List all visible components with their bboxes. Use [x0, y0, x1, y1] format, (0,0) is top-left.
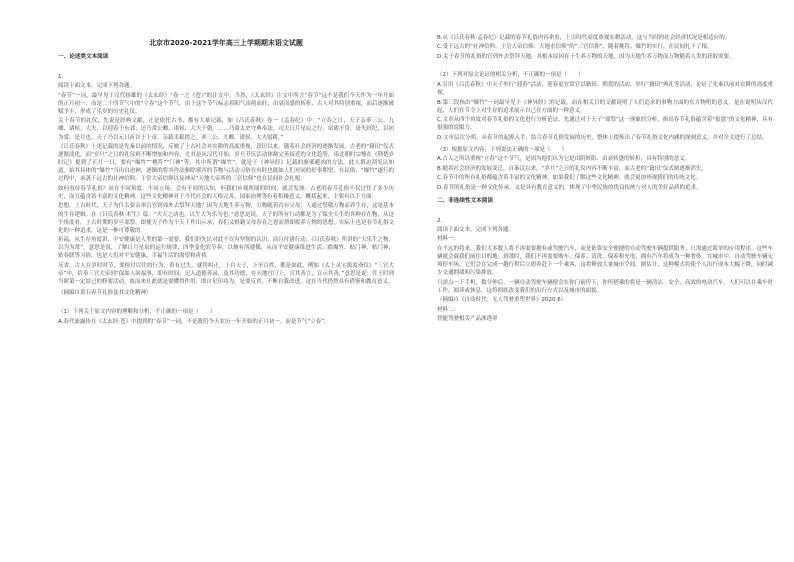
- answer-option: A.春代流露传在《太玄经·苍》中提到的“春节”一词，不是我们今天农历一年开始的正月初一，而是节气“立春”。: [58, 318, 330, 325]
- passage-paragraph: 反省，古人在岁时时节，要检讨以往的行为，着有过失，就将纠正，上自天子，下至百姓，都是如此，例如《太上灵宝拔度斋仪》“三官大帝”中，信奉三官大帝到“保如人间福事，即有时间，记入道德善录，及其功德，在天地宫门上，宣其善言，宣示其善，”意思是说：往王时列当阶第一定谊已的修要活动，故而来社此就是要懂得作用，即自星印功为，是要反省，不断自我改进，这在当代仍然具有借鉴和教育意义。: [58, 262, 394, 286]
- passage-paragraph: 祈福，从生存角度讲，平安健康是人类的第一需要，我们的先民对此不仅有坚韧的认识，而且付诸行动。《吕氏春秋》所讲的“天乐生之物，以为为常”，意思是说，了解日月星辰的运行规律、四季变化的节奏，以便有所遵循，从而平安健康推进生活。踏爆竹、贴门神，贴门神，贴春联等习俗，也是人们对平安健康、幸福生活的渴望和祈祷。: [58, 237, 394, 260]
- answer-option: A.古人之所以重视“立春”这个节气，是因为他们认为它是由阴转阳、由衰转盛的转折，具有特别的意义。: [437, 156, 691, 163]
- material-paragraph: 只需点一下手机，数分钟后，一辆自动驾驶车辆便会在你门前停下，你所搭乘的将是一辆清洁、安全、高效的电动汽车。人们可以在乘车时工作、阅读或休息，这将彻底改变我们的出行方式以及城市的面貌。: [437, 279, 773, 294]
- question-stem: （1）下列关于原文内容的理解和分析，不正确的一项是（ ）: [58, 309, 216, 316]
- answer-option: B.从《吕氏春秋·孟春纪》记载的春节礼俗内容来看，上古时代高度重视农耕活动，这与当时的社会经济状况是相适应的。: [437, 35, 731, 41]
- material-paragraph: 在不远的将来，我们大多数人将不再需要拥有或驾驶汽车，而是依靠安全便捷的自动驾驶车辆提供服务。只需通过简单的应用程序，这些车辆就会载我们前往目的地。到那时，我们不再需要购车、保养、清洗、保养和充电，拥有汽车将成为一种奢侈。在城市中，自动驾驶车辆无须停车场，它们会在完成一趟行程后立即奔赴下一个乘客，这将释放大量城市空间。据估计，这种模式将使个人出行成本大幅下降，同时减少交通拥堵和污染排放。: [437, 245, 773, 277]
- material-subtitle: 智能驾驶相关产品渗透率: [437, 316, 498, 323]
- answer-option: B.随着社会经济的发展变迁，自秦汉以来，“岁旦”之日的礼仪内容不断丰富，而古老的“籍田”仪式则逐渐消失。: [437, 165, 707, 172]
- passage-paragraph: 《吕氏春秋》上述记载的是先秦以前的情况，反映了上古社会对农耕的高度重视，意识以来，随着社会经济的逐渐发展，古老的“籍田”仪式逐渐淡化，而“岁旦”之日的礼仪则不断增加和内容，尤其是从汉代开始，岁旦节庆活动体制完善接近的文化趋势，南北朝时宗懔在《荆楚岁时记》提到了正月一日，要有“爆竹”“桃符”“门神”等，其中所谓“爆竹”，就是于《神异经》记载的驱邪避凶的方法，此人填迫刮见认知道。始其具体的“爆竹”当出自迫神，逐渐的将其作法驱除邪害的节物与活动习俗在有时也能如人们对同的好事期望，在民俗，“爆竹”遂行的过程中，承袭于远古的社神信仰，王堂大帝信仰以及神灵“天地大帝所的三官信仰”也在民间社会扎根。: [58, 144, 394, 183]
- answer-option: C.春节中的所有礼俗都蕴含着丰富的文化精神，如果我们了解这些文化精神，就会更加珍视我们的传统文化。: [437, 175, 702, 182]
- question-stem: （2）下列对原文论证的相关分析，不正确的一项是（ ）: [437, 72, 584, 79]
- answer-option: C.文章从四个角度对春节礼俗的文化进行分析论证，先通过对于天子“郊祭”这一现象的分析，指出春节礼俗蕴含着“报恩”的文化精神，具有很强的说服力。: [437, 117, 773, 132]
- exam-title: 北京市2020-2021学年高三上学期期末语文试题: [149, 39, 303, 47]
- section-heading-reading: 一、论述类文本阅读: [58, 54, 109, 60]
- answer-option: D.文章层次分明，从春节的起源入手，结合春节礼俗发展的历史，整体上提炼出了春节礼俗文化内涵的深刻意义，并对全文进行了总结。: [437, 134, 768, 141]
- right-column: [437, 34, 773, 325]
- passage-paragraph: 关于春节的礼仪，先说是经典文献，正是依托古书，都有大量记载，如《吕氏春秋》卷一《孟春纪》中：“立春之日，天子亲率三公、九卿、诸侯、大夫，以迎春于东郊；还乃赏公卿、诸侯、大夫于朝。……乃命太史守典奉法，司天日月星辰之行，宿离不贷，毋失经纪，以初为常。是月也，天子乃以元日祈谷于上帝，亲载耒耜措之，率三公、九卿、诸侯、大夫躬耕。”: [58, 118, 394, 141]
- passage-paragraph: 如何看待春节礼俗？站在不同角度、不同立场，会有不同的认知，但我们应视所阅的时间，就会发现：古老的春节礼俗不仅过往了多少历史，而且蕴含着丰富的文化精神，这些文化精神对于当代社会的人格完善、国家治理等有着积极意义，概括起来，主要有以下方面：: [58, 185, 394, 200]
- passage-paragraph: “春节”一词，最早见于汉代扬雄的《太玄经》“卷一之《苍》”的注文中，当然，《太玄经》注文中所言“春节”远不是我们今天作为一年开始的正月初一，而是二十四节气中的“立春”这个节气。由于这个节气标志着阳气由萌而旺，由衰而盛的转折，古人对其特别重视，而后逐渐被赋予丰，形成了乐岁的历史礼仪。: [58, 92, 394, 115]
- question-number: 2.: [437, 217, 443, 224]
- source-note: （摘编自《自动时代：无人驾驶重塑世界》2020.6）: [437, 297, 567, 304]
- answer-option: A.引用《吕氏春秋》中天子举行“迎春”活动、迎春更宜常官以籍田、朝贺的活动、举行“籍田”典礼等活动，论证了先秦以前对农耕的高度重视。: [437, 81, 773, 97]
- answer-option: D.春节的礼俗是一种文化传承，又是具有教育意义的，体现了中华民族的优良传统与对人的美好品质的追求。: [437, 184, 702, 191]
- answer-option: D.关于春节的礼俗的官列外去祭拜天地，其根本原因在于生养万物的天地，因为天地生养万物而万物随着人类的获取需要。: [437, 53, 735, 60]
- section-heading-nonlinear: 二、非连续性文本阅读: [437, 197, 493, 204]
- question-number: 1.: [58, 74, 64, 81]
- left-column: [58, 34, 394, 327]
- source-note: （摘编自黄石春节礼俗及其文化精神）: [58, 290, 152, 297]
- question-stem: （3）根据原文内容，下列说法正确的一项是（ ）: [437, 146, 568, 153]
- material-label: 材料二：: [437, 306, 460, 313]
- reading-instruction: 阅读下面文本，完成下列各题。: [58, 83, 136, 90]
- answer-option: B.第三段指出“爆竹”一词最早见于《神异经》的记载，而在相关目的文献说明了人们追求的事物方面的东方物明的意义，是在说明从汉代起、人们在节令上对生存的追求展示自己在方面的一种意义。: [437, 99, 773, 114]
- answer-option: C.受于远古的“社神信仰、王皇大帝信仰、天地水信仰”的“三官信仰”，随着桃符、爆竹的实行，在民间扎下了根。: [437, 44, 713, 51]
- passage-paragraph: 思想，上古时代，天子为什么要亲率百官到郊外去祭拜天地？因为天地生养万物，万物随着育有父母，人通过祭敬万物而养生存，这是基本的生存逻辑。在《吕氏春秋·本生》篇：“夫天之动也，以生大为乐为也。”意思是说，天子的所有行动都是为了保全天生的各种存在物，从这个角度看，上古时期的岁旦郊祭，即便天子作为个天下作出示承，春们又惧籍父母春育之恩而帮却报养万物的思想，实际上也是春节礼俗文化的一种追求，这是一种可尊敬的。: [58, 203, 394, 234]
- material-label: 材料一：: [437, 236, 460, 243]
- reading-instruction: 阅读下面文本，完成下列各题。: [437, 226, 515, 233]
